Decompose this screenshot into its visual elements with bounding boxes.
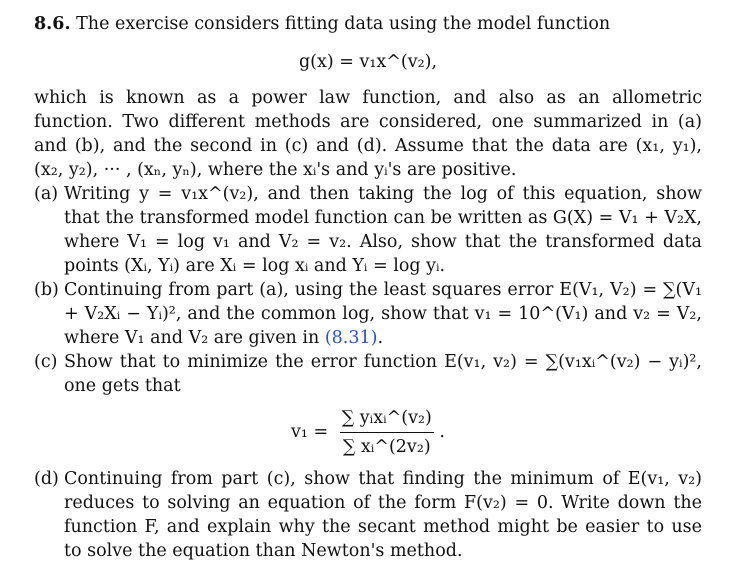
part-c-text: Show that to minimize the error function E(v₁, v₂) = ∑(v₁xᵢ^(v₂) − yᵢ)², one gets that xyxy=(64,352,702,396)
part-d-label: (d) xyxy=(34,469,59,489)
intro-text: The exercise considers fitting data using the model function xyxy=(76,14,611,34)
part-d-text: Continuing from part (c), show that finding the minimum of E(v₁, v₂) reduces to solving an equation of the form F(v₂) = 0. Write down the function F, and explain why the secant method might be easier to use to solve the equation than Newton's method. xyxy=(64,469,702,561)
part-d xyxy=(34,467,702,563)
part-b xyxy=(34,278,702,350)
exercise-number: 8.6. xyxy=(34,14,71,34)
exercise-block xyxy=(34,12,702,563)
formula-c-period: . xyxy=(439,422,445,442)
part-c-label: (c) xyxy=(34,352,58,372)
exercise-intro xyxy=(34,12,702,36)
part-b-text-after: . xyxy=(377,328,384,348)
part-b-text xyxy=(64,278,702,350)
formula-c-lhs: v₁ = xyxy=(291,422,329,442)
part-b-text-before: Continuing from part (a), using the least squares error E(V₁, V₂) = ∑(V₁ + V₂Xᵢ − Yᵢ)², and the common log, show that v₁ = 10^(V₁) and v₂ = V₂, where V₁ and V₂ are given in xyxy=(64,280,702,348)
description-paragraph: which is known as a power law function, and also as an allometric function. Two different methods are considered, one summarized in (a) and (b), and the second in (c) and (d). Assume that the data are (x₁, y₁), (x₂, y₂), ··· , (xₙ, yₙ), where the xᵢ's and yᵢ's are positive. xyxy=(34,88,702,180)
part-a-text: Writing y = v₁x^(v₂), and then taking the log of this equation, show that the transformed model function can be written as G(X) = V₁ + V₂X, where V₁ = log v₁ and V₂ = v₂. Also, show that the transformed data points (Xᵢ, Yᵢ) are Xᵢ = log xᵢ and Yᵢ = log yᵢ. xyxy=(64,184,702,276)
part-a xyxy=(34,182,702,278)
part-b-label: (b) xyxy=(34,280,59,300)
equation-ref-link[interactable]: (8.31) xyxy=(324,328,378,348)
formula-c-denominator: ∑ xᵢ^(2v₂) xyxy=(342,437,431,457)
part-a-label: (a) xyxy=(34,184,59,204)
formula-c-fraction xyxy=(340,406,434,459)
model-equation: g(x) = v₁x^(v₂), xyxy=(298,52,438,72)
part-c xyxy=(34,350,702,398)
formula-c-numerator: ∑ yᵢxᵢ^(v₂) xyxy=(340,406,434,433)
formula-c xyxy=(34,406,702,459)
